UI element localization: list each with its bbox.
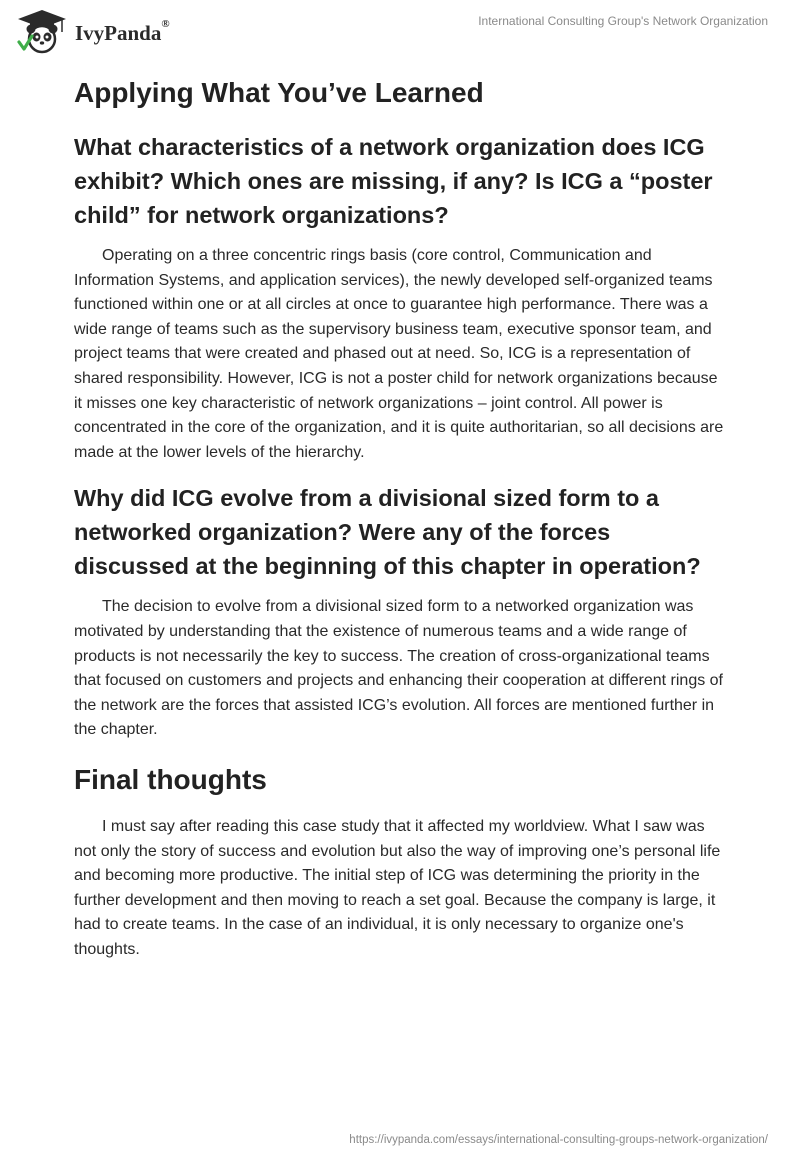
document-title: International Consulting Group's Network Organization: [478, 14, 768, 28]
page-header: [0, 0, 800, 64]
essay-content: [74, 72, 724, 978]
question-2-heading: Why did ICG evolve from a divisional sized form to a networked organization? Were any of the forces discussed at the beginning of this chapter in operation?: [74, 485, 701, 580]
question-2-paragraph: The decision to evolve from a divisional sized form to a networked organization was motivated by understanding that the existence of numerous teams and a wide range of products is not necessarily the key to success. The creation of cross-organizational teams that focused on customers and projects and enhancing their cooperation at different rings of the network are the forces that assisted ICG’s evolution. All forces are mentioned further in the chapter.: [74, 598, 723, 739]
panda-logo-icon: [16, 8, 68, 54]
brand-name: IvyPanda®: [75, 17, 170, 45]
source-url[interactable]: https://ivypanda.com/essays/international-consulting-groups-network-organization/: [349, 1134, 768, 1146]
final-thoughts-heading: Final thoughts: [74, 763, 267, 795]
final-thoughts-paragraph: I must say after reading this case study that it affected my worldview. What I saw was not only the story of success and evolution but also the way of improving one’s personal life and becoming more productive. The initial step of ICG was determining the priority in the further development and then moving to reach a set goal. Because the company is large, it had to create teams. In the case of an individual, it is only necessary to organize one's thoughts.: [74, 817, 721, 958]
question-1-paragraph: Operating on a three concentric rings basis (core control, Communication and Information Systems, and application services), the newly developed self-organized teams functioned within one or at all circles at once to guarantee high performance. There was a wide range of teams such as the supervisory business team, executive sponsor team, and project teams that were created and phased out at need. So, ICG is a representation of shared responsibility. However, ICG is not a poster child for network organizations because it misses one key characteristic of network organizations – joint control. All power is concentrated in the core of the organization, and it is quite authoritarian, so all decisions are made at the lower levels of the hierarchy.: [74, 247, 724, 461]
brand-logo[interactable]: [16, 8, 170, 54]
section-title: Applying What You’ve Learned: [74, 77, 484, 108]
question-1-heading: What characteristics of a network organization does ICG exhibit? Which ones are missing, if any? Is ICG a “poster child” for network organizations?: [74, 134, 713, 228]
